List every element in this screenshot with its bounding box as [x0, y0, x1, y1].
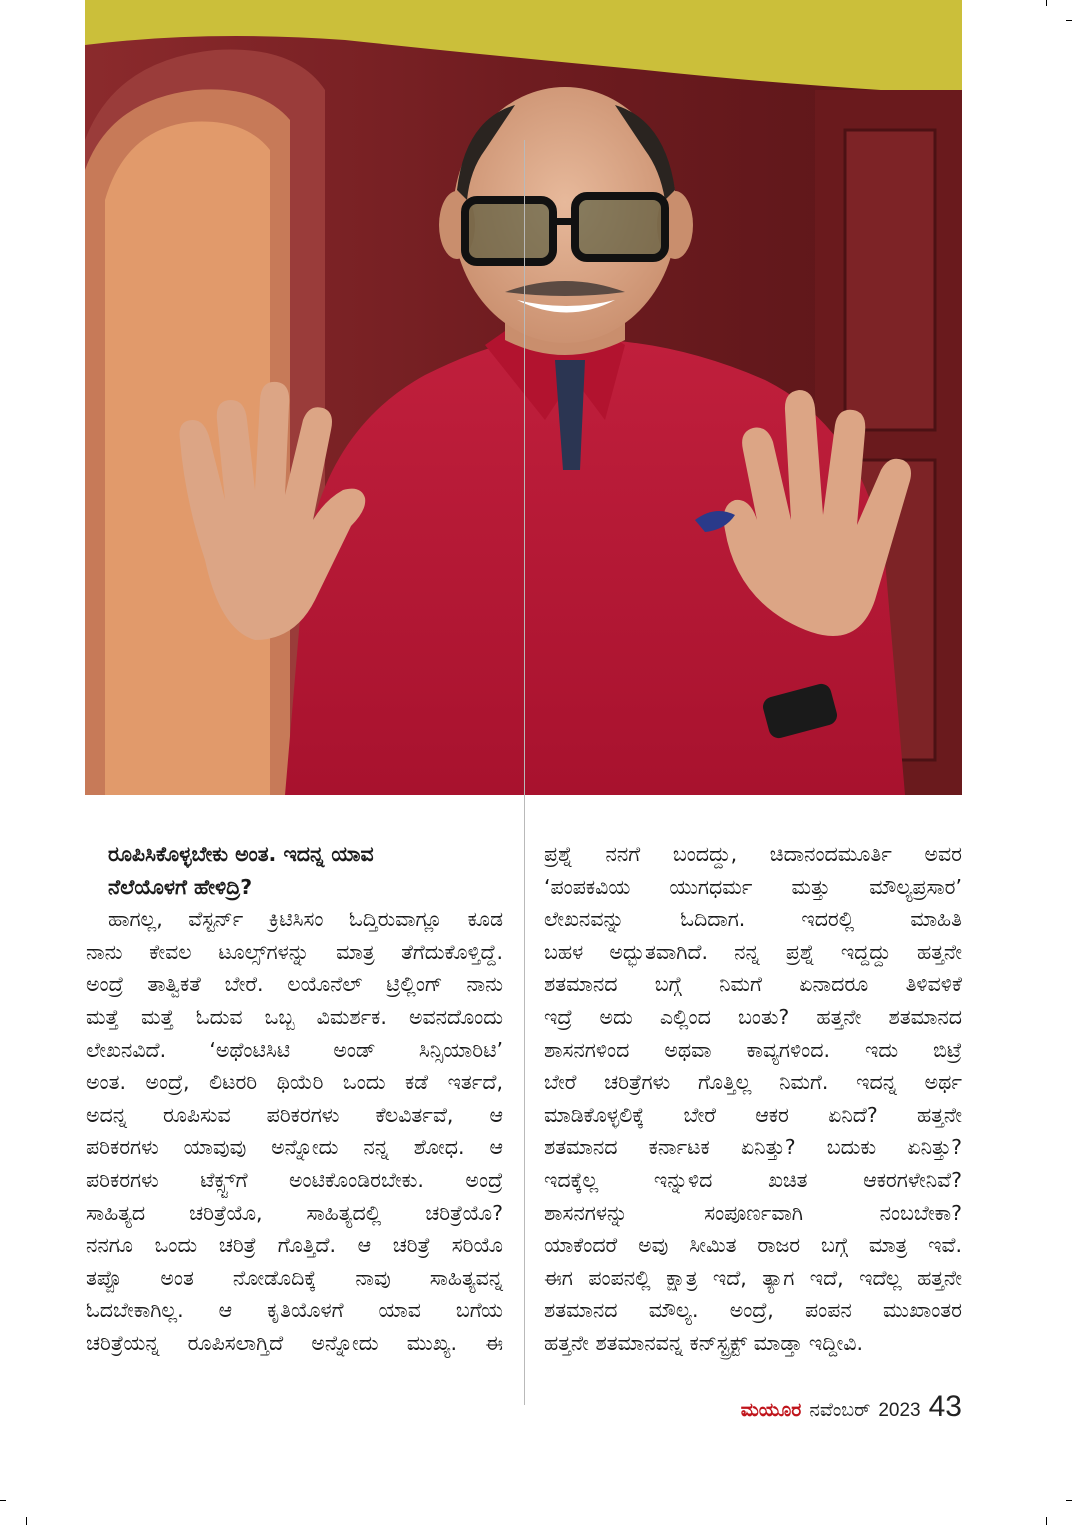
interview-answer: [86, 903, 503, 1359]
issue-month: ನವೆಂಬರ್: [809, 1399, 871, 1421]
text-line: ಪರಿಕರಗಳು ಟೆಕ್ಸ್ಟ್‌ಗೆ ಅಂಟಿಕೊಂಡಿರಬೇಕು. ಅಂದ್ರೆ: [86, 1167, 503, 1192]
page-footer: [741, 1390, 962, 1430]
text-line: ಇದ್ರೆ ಅದು ಎಲ್ಲಿಂದ ಬಂತು? ಹತ್ತನೇ ಶತಮಾನದ: [544, 1004, 962, 1029]
text-line: ಪರಿಕರಗಳು ಯಾವುವು ಅನ್ನೋದು ನನ್ನ ಶೋಧ. ಆ: [86, 1135, 503, 1160]
crop-mark: [1046, 1517, 1047, 1525]
interview-question: [86, 838, 503, 903]
text-line: ಶತಮಾನದ ಬಗ್ಗೆ ನಿಮಗೆ ಏನಾದರೂ ತಿಳಿವಳಿಕೆ: [544, 972, 962, 997]
text-line: ಯಾಕೆಂದರೆ ಅವು ಸೀಮಿತ ರಾಜರ ಬಗ್ಗೆ ಮಾತ್ರ ಇವೆ.: [544, 1233, 962, 1258]
text-line: ನನಗೂ ಒಂದು ಚರಿತ್ರೆ ಗೊತ್ತಿದೆ. ಆ ಚರಿತ್ರೆ ಸರಿಯೊ: [86, 1233, 503, 1258]
column-divider: [524, 140, 525, 1405]
text-line: ಶಾಸನಗಳಿಂದ ಅಥವಾ ಕಾವ್ಯಗಳಿಂದ. ಇದು ಬಿಟ್ರೆ: [544, 1037, 962, 1062]
crop-mark: [1066, 1500, 1072, 1501]
text-line: ಹಾಗಲ್ಲ, ವೆಸ್ಟರ್ನ್ ಕ್ರಿಟಿಸಿಸಂ ಓದ್ತಿರುವಾಗ್ಲೂ ಕೂಡ: [108, 907, 503, 932]
text-line: ಶತಮಾನದ ಕರ್ನಾಟಕ ಏನಿತ್ತು? ಬದುಕು ಏನಿತ್ತು?: [544, 1135, 962, 1160]
text-line: ಪ್ರಶ್ನೆ ನನಗೆ ಬಂದದ್ದು, ಚಿದಾನಂದಮೂರ್ತಿ ಅವರ: [544, 842, 962, 866]
issue-year: 2023: [878, 1400, 921, 1421]
text-line: ಲೇಖನವನ್ನು ಓದಿದಾಗ. ಇದರಲ್ಲಿ ಮಾಹಿತಿ: [544, 907, 962, 932]
crop-mark: [1046, 0, 1047, 6]
text-line: ಲೇಖನವಿದೆ. ‘ಅಥೆಂಟಿಸಿಟಿ ಅಂಡ್ ಸಿನ್ಸಿಯಾರಿಟಿ’: [86, 1037, 503, 1062]
text-line: ಅದನ್ನ ರೂಪಿಸುವ ಪರಿಕರಗಳು ಕೆಲವಿರ್ತವೆ, ಆ: [86, 1102, 503, 1127]
text-line: ‘ಪಂಪಕವಿಯ ಯುಗಧರ್ಮ ಮತ್ತು ಮೌಲ್ಯಪ್ರಸಾರ’: [544, 874, 962, 899]
magazine-brand: ಮಯೂರ: [740, 1399, 802, 1421]
answer-continuation: [544, 838, 962, 1360]
text-line: ಓದಬೇಕಾಗಿಲ್ಲ. ಆ ಕೃತಿಯೊಳಗೆ ಯಾವ ಬಗೆಯ: [86, 1298, 503, 1323]
crop-mark: [0, 1500, 6, 1501]
text-line: ಅಂತ. ಅಂದ್ರೆ, ಲಿಟರರಿ ಥಿಯೆರಿ ಒಂದು ಕಡೆ ಇರ್ತದೆ,: [86, 1070, 503, 1095]
text-line: ಶತಮಾನದ ಮೌಲ್ಯ. ಅಂದ್ರೆ, ಪಂಪನ ಮುಖಾಂತರ: [544, 1298, 962, 1323]
text-line: ಬೇರೆ ಚರಿತ್ರೆಗಳು ಗೊತ್ತಿಲ್ಲ ನಿಮಗೆ. ಇದನ್ನ ಅರ್ಥ: [544, 1070, 962, 1095]
left-column: [86, 838, 503, 1360]
text-line: ಹತ್ತನೇ ಶತಮಾನವನ್ನ ಕನ್‌ಸ್ಟ್ರಕ್ಟ್ ಮಾಡ್ತಾ ಇದ್ದೀವಿ.: [544, 1330, 863, 1355]
text-line: ನಾನು ಕೇವಲ ಟೂಲ್ಸ್‌ಗಳನ್ನು ಮಾತ್ರ ತೆಗೆದುಕೊಳ್ತಿದ್ದೆ.: [86, 939, 503, 964]
text-line: ಅಂದ್ರೆ ತಾತ್ವಿಕತೆ ಬೇರೆ. ಲಯೊನೆಲ್ ಟ್ರಿಲ್ಲಿಂಗ್ ನಾನು: [86, 972, 503, 997]
crop-mark: [26, 1517, 27, 1525]
text-line: ಚರಿತ್ರೆಯನ್ನ ರೂಪಿಸಲಾಗ್ತಿದೆ ಅನ್ನೋದು ಮುಖ್ಯ. ಈ: [86, 1330, 503, 1355]
text-line: ರೂಪಿಸಿಕೊಳ್ಳಬೇಕು ಅಂತ. ಇದನ್ನ ಯಾವ: [108, 842, 374, 866]
text-line: ತಪ್ಪೊ ಅಂತ ನೋಡೊದಿಕ್ಕೆ ನಾವು ಸಾಹಿತ್ಯವನ್ನ: [86, 1265, 503, 1290]
text-line: ನೆಲೆಯೊಳಗೆ ಹೇಳಿದ್ರಿ?: [108, 874, 253, 899]
page-number: 43: [928, 1390, 962, 1423]
text-line: ಇದಕ್ಕೆಲ್ಲ ಇನ್ನುಳಿದ ಖಚಿತ ಆಕರಗಳೇನಿವೆ?: [544, 1167, 962, 1192]
text-line: ಸಾಹಿತ್ಯದ ಚರಿತ್ರೆಯೊ, ಸಾಹಿತ್ಯದಲ್ಲಿ ಚರಿತ್ರೆಯೊ?: [86, 1200, 503, 1225]
text-line: ಮಾಡಿಕೊಳ್ಳಲಿಕ್ಕೆ ಬೇರೆ ಆಕರ ಏನಿದೆ? ಹತ್ತನೇ: [544, 1102, 962, 1127]
text-line: ಈಗ ಪಂಪನಲ್ಲಿ ಕ್ಷಾತ್ರ ಇದೆ, ತ್ಯಾಗ ಇದೆ, ಇದೆಲ್ಲ ಹತ್ತನೇ: [544, 1265, 962, 1290]
text-line: ಬಹಳ ಅದ್ಭುತವಾಗಿದೆ. ನನ್ನ ಪ್ರಶ್ನೆ ಇದ್ದದ್ದು ಹತ್ತನೇ: [544, 939, 962, 964]
crop-mark: [1066, 20, 1072, 21]
right-column: [544, 838, 962, 1360]
text-line: ಮತ್ತೆ ಮತ್ತೆ ಓದುವ ಒಬ್ಬ ವಿಮರ್ಶಕ. ಅವನದೊಂದು: [86, 1004, 503, 1029]
text-line: ಶಾಸನಗಳನ್ನು ಸಂಪೂರ್ಣವಾಗಿ ನಂಬಬೇಕಾ?: [544, 1200, 962, 1225]
